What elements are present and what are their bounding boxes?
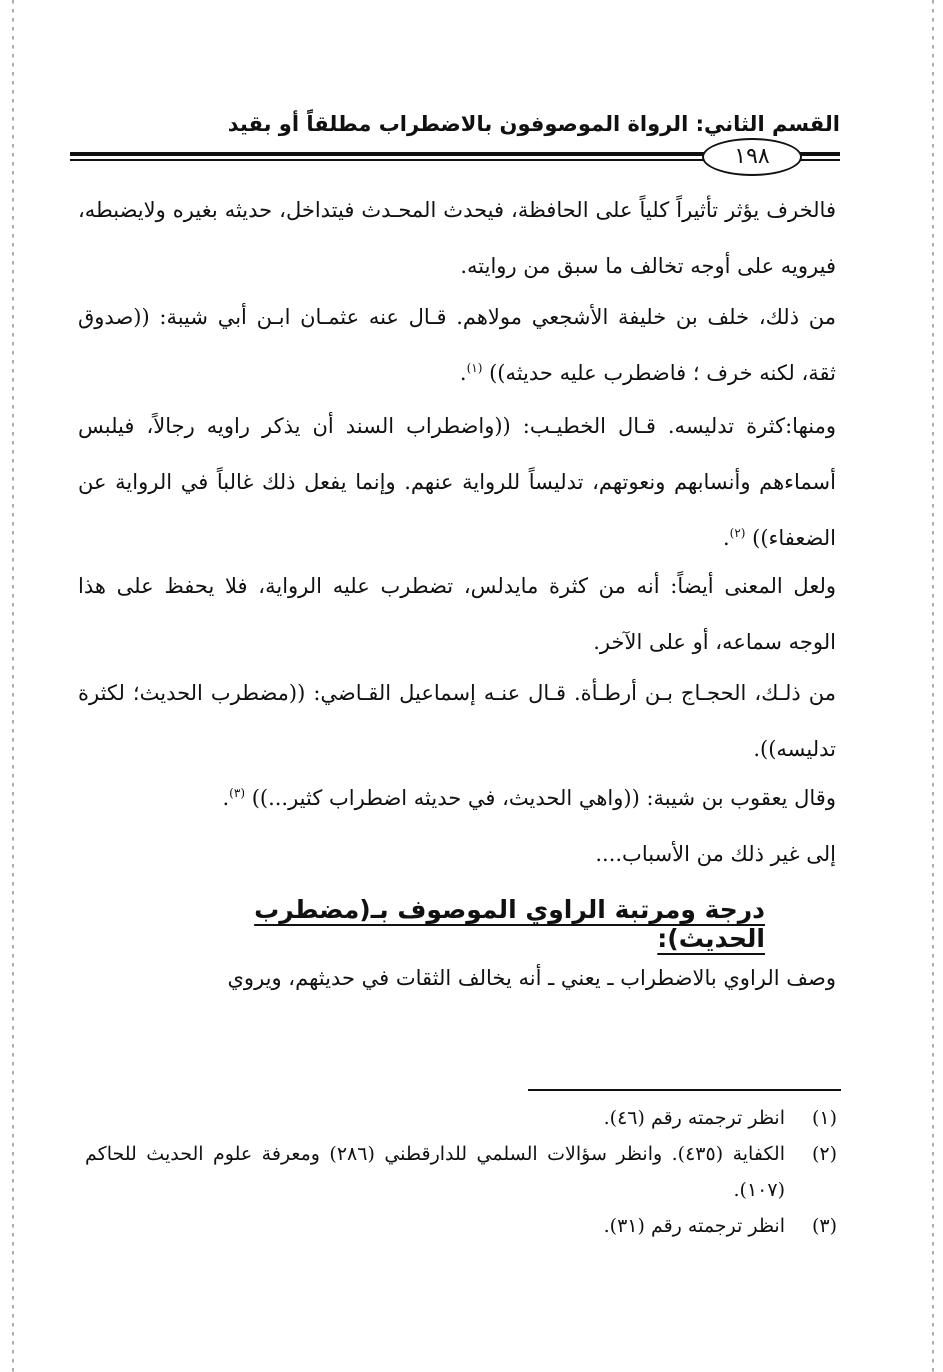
footnote-1 xyxy=(85,1100,837,1136)
section-heading: درجة ومرتبة الراوي الموصوف بـ(مضطرب الحديث): xyxy=(254,895,765,953)
running-title: القسم الثاني: الرواة الموصوفون بالاضطراب مطلقاً أو بقيد xyxy=(227,112,840,136)
footnote-3 xyxy=(85,1208,837,1244)
body-block-4 xyxy=(78,558,836,670)
scan-edge-left xyxy=(12,0,14,1372)
body-block-5 xyxy=(78,665,836,777)
footnote-2 xyxy=(85,1136,837,1208)
body-block-2 xyxy=(78,289,836,401)
paragraph-5: من ذلـك، الحجـاج بـن أرطـأة. قـال عنـه إسماعيل القـاضي: ((مضطرب الحديث؛ لكثرة تدليسه)). xyxy=(78,681,836,761)
footnote-text: الكفاية (٤٣٥). وانظر سؤالات السلمي للدارقطني (٢٨٦) ومعرفة علوم الحديث للحاكم (١٠٧). xyxy=(85,1143,786,1201)
body-block-7 xyxy=(78,950,836,1006)
header-rule-thin xyxy=(70,159,710,161)
header-rule-right-thin xyxy=(800,159,840,161)
footnote-ref-2: (٢) xyxy=(729,526,746,540)
body-block-1 xyxy=(78,182,836,294)
footnote-ref-3: (٣) xyxy=(229,786,245,800)
body-block-3 xyxy=(78,398,836,566)
footnote-number: (١) xyxy=(811,1107,837,1129)
paragraph-4: ولعل المعنى أيضاً: أنه من كثرة مايدلس، تضطرب عليه الرواية، فلا يحفظ على هذا الوجه سماعه، أو على الآخر. xyxy=(78,574,836,654)
paragraph-after-heading: وصف الراوي بالاضطراب ـ يعني ـ أنه يخالف الثقات في حديثهم، ويروي xyxy=(227,966,836,990)
paragraph-1: فالخرف يؤثر تأثيراً كلياً على الحافظة، فيحدث المحـدث فيتداخل، حديثه بغيره ولايضبطه، فيرويه على أوجه تخالف ما سبق من روايته. xyxy=(78,198,836,278)
paragraph-6-text: وقال يعقوب بن شيبة: ((واهي الحديث، في حديثه اضطراب كثير...)) xyxy=(251,786,836,810)
paragraph-2-text: من ذلك، خلف بن خليفة الأشجعي مولاهم. قـال عنه عثمـان ابـن أبي شيبة: ((صدوق ثقة، لكنه خرف ؛ فاضطرب عليه حديثه)) xyxy=(78,305,836,385)
footnote-number: (٣) xyxy=(811,1215,837,1237)
paragraph-3: ومنها:كثرة تدليسه. قـال الخطيـب: ((واضطراب السند أن يذكر راويه رجالاً، فيلبس أسماءهم وأنسابهم ونعوتهم، تدليساً للرواية عنهم. وإنما يفعل ذلك غالباً في الرواية عن الضعفاء)) $^{(٢)}$. xyxy=(78,414,836,550)
paragraph-7: إلى غير ذلك من الأسباب.... xyxy=(595,842,836,866)
body-block-6 xyxy=(78,770,836,882)
footnote-separator xyxy=(528,1089,841,1091)
header-rule-thick xyxy=(70,152,710,156)
page-number: ١٩٨ xyxy=(702,138,802,176)
paragraph-6: وقال يعقوب بن شيبة: ((واهي الحديث، في حديثه اضطراب كثير...)) $^{(٣)}$. xyxy=(222,786,836,810)
paragraph-2: من ذلك، خلف بن خليفة الأشجعي مولاهم. قـال عنه عثمـان ابـن أبي شيبة: ((صدوق ثقة، لكنه خرف ؛ فاضطرب عليه حديثه)) $^{(١)}$. xyxy=(78,305,836,385)
footnote-text: انظر ترجمته رقم (٣١). xyxy=(603,1215,785,1237)
footnote-text: انظر ترجمته رقم (٤٦). xyxy=(603,1107,785,1129)
scan-edge-right xyxy=(932,0,934,1372)
footnote-ref-1: (١) xyxy=(466,361,483,375)
footnote-number: (٢) xyxy=(811,1143,837,1165)
footnotes xyxy=(85,1100,837,1244)
page-header xyxy=(70,112,840,172)
paragraph-3-text: ومنها:كثرة تدليسه. قـال الخطيـب: ((واضطراب السند أن يذكر راويه رجالاً، فيلبس أسماءهم وأنسابهم ونعوتهم، تدليساً للرواية عنهم. وإنما يفعل ذلك غالباً في الرواية عن الضعفاء)) xyxy=(78,414,836,550)
header-rule-right-thick xyxy=(800,152,840,156)
